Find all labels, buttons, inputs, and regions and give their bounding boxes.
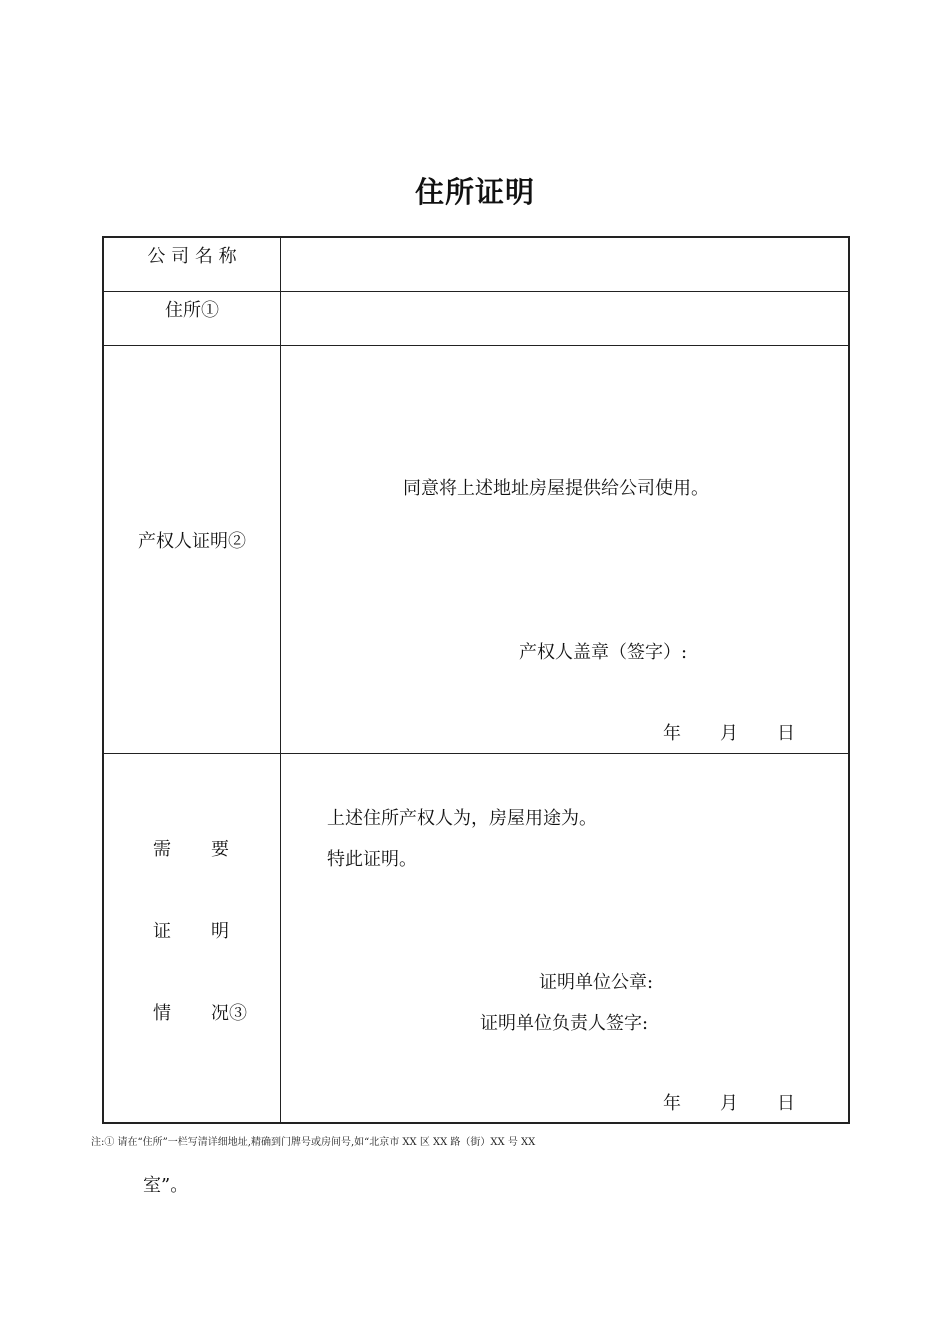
row-divider-1: [104, 291, 848, 292]
owner-date-day: 日: [777, 723, 795, 744]
cert-date-month: 月: [720, 1093, 738, 1114]
cert-seal-label: 证明单位公章:: [539, 972, 654, 993]
cert-date-year: 年: [663, 1093, 681, 1114]
cert-signature-label: 证明单位负责人签字:: [480, 1013, 649, 1034]
cert-date-day: 日: [777, 1093, 795, 1114]
owner-statement: 同意将上述地址房屋提供给公司使用。: [403, 478, 709, 499]
needs-label-char: 证: [153, 921, 171, 942]
owner-seal-label: 产权人盖章（签字）:: [519, 642, 688, 663]
footnote: 注:① 请在“住所”一栏写清详细地址,精确到门牌号或房间号,如“北京市 XX 区 XX 路（街）XX 号 XX: [91, 1137, 536, 1148]
company-name-label: 公 司 名 称: [147, 246, 237, 267]
needs-label-char: 情: [153, 1003, 171, 1024]
needs-statement-closing: 特此证明。: [327, 849, 417, 870]
row-divider-2: [104, 345, 848, 346]
needs-statement: 上述住所产权人为，房屋用途为。: [327, 808, 597, 829]
certificate-form-table: [102, 236, 850, 1124]
column-divider: [280, 238, 281, 1122]
needs-label-char: 需: [153, 839, 171, 860]
owner-certification-label: 产权人证明②: [138, 531, 246, 552]
owner-date-month: 月: [720, 723, 738, 744]
address-label: 住所①: [165, 300, 219, 321]
footnote-continuation: 室”。: [143, 1175, 189, 1196]
row-divider-3: [104, 753, 848, 754]
needs-label-char: 明: [211, 921, 229, 942]
needs-label-char: 要: [211, 839, 229, 860]
needs-label-char: 况③: [211, 1003, 247, 1024]
page-title: 住所证明: [414, 175, 535, 209]
owner-date-year: 年: [663, 723, 681, 744]
